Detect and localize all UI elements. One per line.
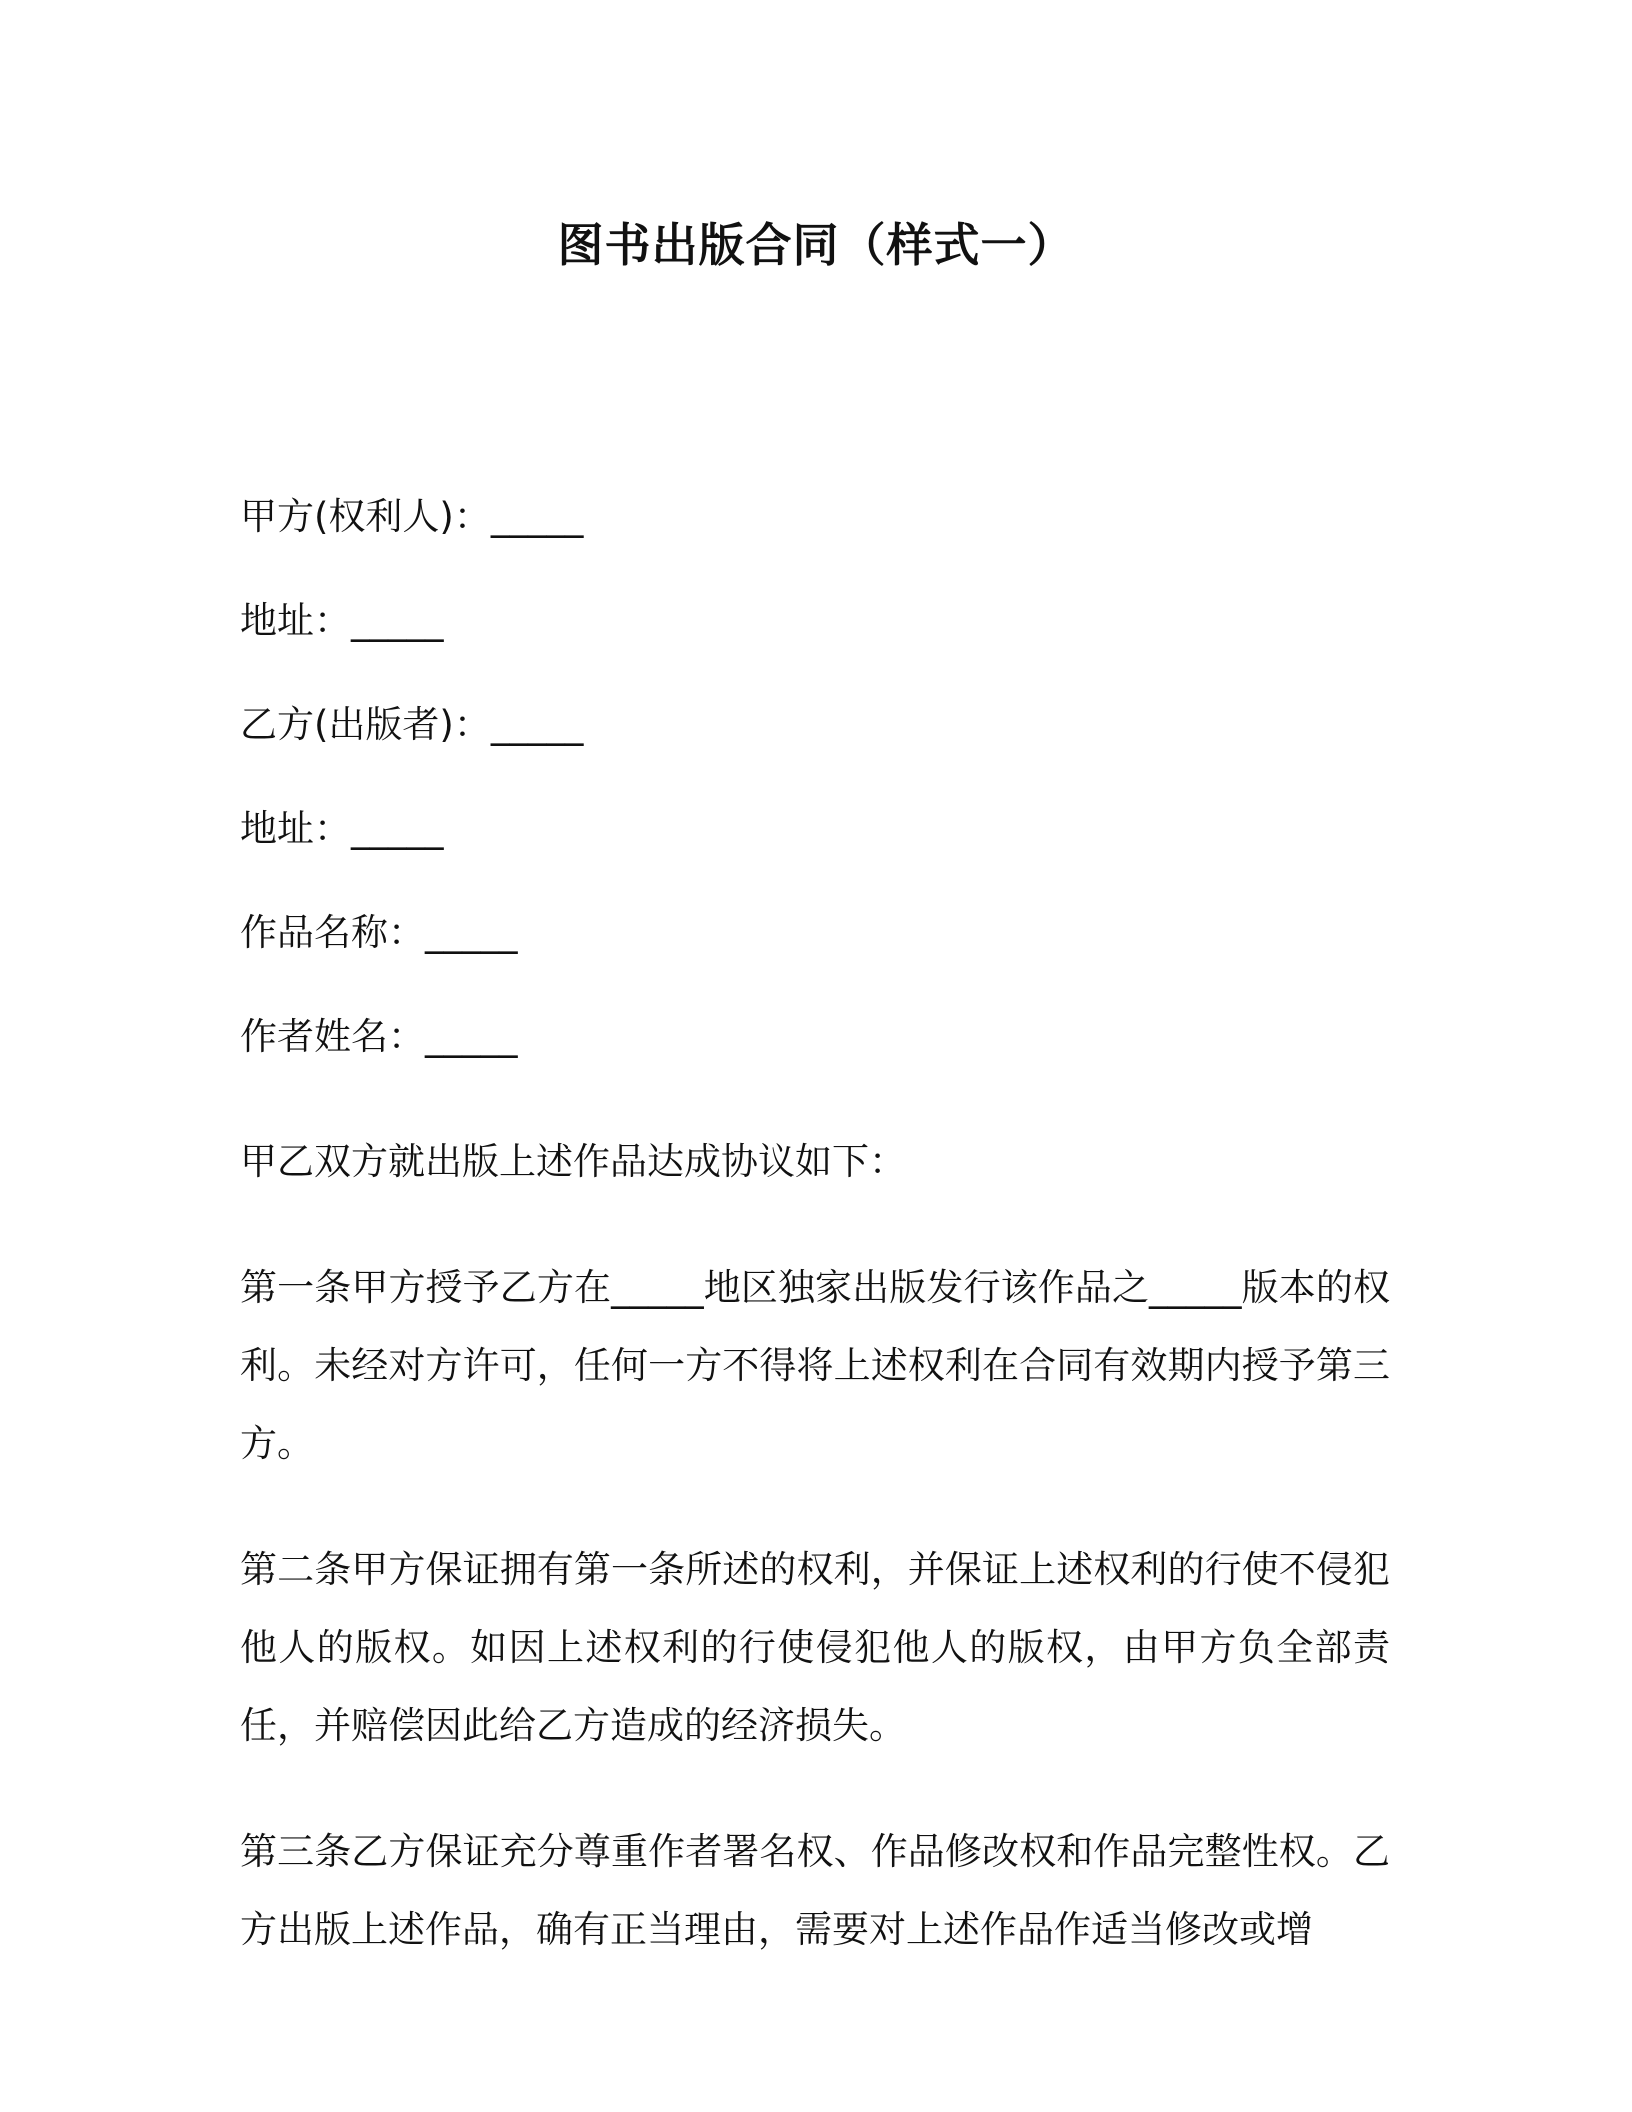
document-body bbox=[240, 495, 1390, 2017]
party-b-address-field: 地址：_____ bbox=[240, 807, 444, 850]
party-b-field: 乙方(出版者)：_____ bbox=[240, 703, 584, 746]
article-3: 第三条乙方保证充分尊重作者署名权、作品修改权和作品完整性权。乙方出版上述作品，确有正当理由，需要对上述作品作适当修改或增 bbox=[240, 1830, 1390, 1951]
work-title-field: 作品名称：_____ bbox=[240, 911, 518, 954]
author-name-field: 作者姓名：_____ bbox=[240, 1015, 518, 1058]
article-1: 第一条甲方授予乙方在_____地区独家出版发行该作品之_____版本的权利。未经对方许可，任何一方不得将上述权利在合同有效期内授予第三方。 bbox=[240, 1266, 1390, 1465]
article-2: 第二条甲方保证拥有第一条所述的权利，并保证上述权利的行使不侵犯他人的版权。如因上述权利的行使侵犯他人的版权，由甲方负全部责任，并赔偿因此给乙方造成的经济损失。 bbox=[240, 1548, 1390, 1747]
party-a-field: 甲方(权利人)：_____ bbox=[240, 495, 584, 538]
agreement-intro: 甲乙双方就出版上述作品达成协议如下： bbox=[240, 1140, 906, 1183]
party-a-address-field: 地址：_____ bbox=[240, 599, 444, 642]
document-title: 图书出版合同（样式一） bbox=[557, 218, 1075, 272]
